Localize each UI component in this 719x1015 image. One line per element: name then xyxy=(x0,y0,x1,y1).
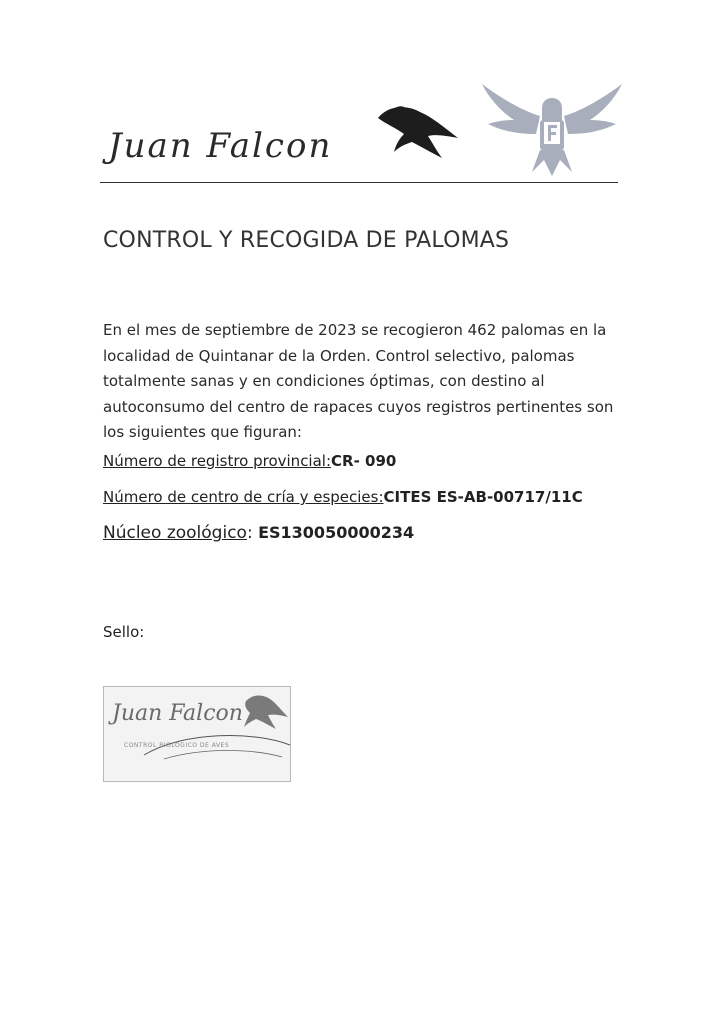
registro-cria-label: Número de centro de cría y especies: xyxy=(103,488,384,506)
registro-provincial xyxy=(103,452,396,470)
company-logo-text: Juan Falcon xyxy=(108,126,333,166)
nucleo-zoologico-value: ES130050000234 xyxy=(258,523,415,542)
stamp-bird-icon xyxy=(104,687,290,781)
body-paragraph: En el mes de septiembre de 2023 se recogieron 462 palomas en la localidad de Quintanar de la Orden. Control selectivo, palomas totalmente sanas y en condiciones óptimas, con destino al autoconsumo del centro de rapaces cuyos registros pertinentes son los siguientes que figuran: xyxy=(103,321,614,441)
letterhead xyxy=(100,90,620,190)
falcon-bird-icon xyxy=(370,98,460,168)
registro-cria-value: CITES ES-AB-00717/11C xyxy=(383,488,583,506)
document-title: CONTROL Y RECOGIDA DE PALOMAS xyxy=(103,228,510,253)
registro-provincial-label: Número de registro provincial: xyxy=(103,452,332,470)
stamp-logo-text: Juan Falcon xyxy=(112,701,243,726)
header-divider xyxy=(100,182,618,183)
nucleo-zoologico-label: Núcleo zoológico xyxy=(103,523,247,543)
registro-provincial-value: CR- 090 xyxy=(331,452,397,470)
nucleo-zoologico-separator: : xyxy=(246,523,259,543)
company-stamp xyxy=(103,686,291,782)
registro-cria xyxy=(103,488,583,506)
stamp-subtitle: CONTROL BIOLÓGICO DE AVES xyxy=(124,742,230,749)
eagle-emblem-icon xyxy=(480,80,625,180)
nucleo-zoologico xyxy=(103,523,414,543)
sello-label: Sello: xyxy=(103,623,145,641)
